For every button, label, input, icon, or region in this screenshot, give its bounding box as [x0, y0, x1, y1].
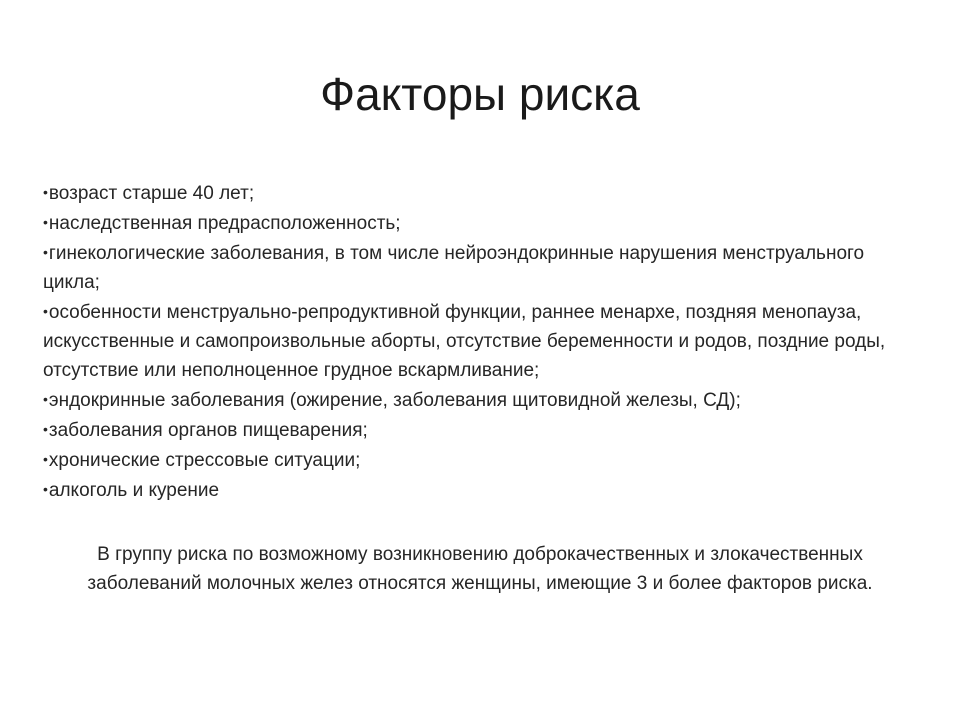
list-item-text: возраст старше 40 лет;: [48, 183, 255, 204]
list-item-text: наследственная предрасположенность;: [48, 213, 401, 234]
list-item: [43, 385, 923, 415]
list-item: [43, 178, 923, 208]
list-item-text: особенности менструально-репродуктивной функции, раннее менархе, поздняя менопауза, искусственные и самопроизвольные аборты, отсутствие беременности и родов, поздние роды, отсутствие или неполноценное грудное вскармливание;: [43, 302, 886, 381]
list-item: [43, 297, 923, 385]
bullet-icon: •: [43, 303, 48, 319]
list-item: [43, 445, 923, 475]
bullet-icon: •: [43, 184, 48, 200]
bullet-icon: •: [43, 391, 48, 407]
bullet-icon: •: [43, 244, 48, 260]
bullet-icon: •: [43, 421, 48, 437]
list-item: [43, 475, 923, 505]
list-item-text: гинекологические заболевания, в том числе нейроэндокринные нарушения менструального цикла;: [43, 243, 865, 293]
bullet-icon: •: [43, 451, 48, 467]
list-item-text: эндокринные заболевания (ожирение, заболевания щитовидной железы, СД);: [48, 390, 741, 411]
bullet-icon: •: [43, 214, 48, 230]
bullet-icon: •: [43, 481, 48, 497]
list-item: [43, 415, 923, 445]
list-item-text: алкоголь и курение: [48, 480, 220, 501]
list-item-text: заболевания органов пищеварения;: [48, 420, 368, 441]
risk-factors-list: [43, 178, 923, 505]
list-item: [43, 208, 923, 238]
list-item-text: хронические стрессовые ситуации;: [48, 450, 361, 471]
risk-group-note: В группу риска по возможному возникновению доброкачественных и злокачественных заболеваний молочных желез относятся женщины, имеющие 3 и более факторов риска.: [87, 544, 873, 594]
slide-title: Факторы риска: [320, 68, 640, 120]
list-item: [43, 238, 923, 297]
